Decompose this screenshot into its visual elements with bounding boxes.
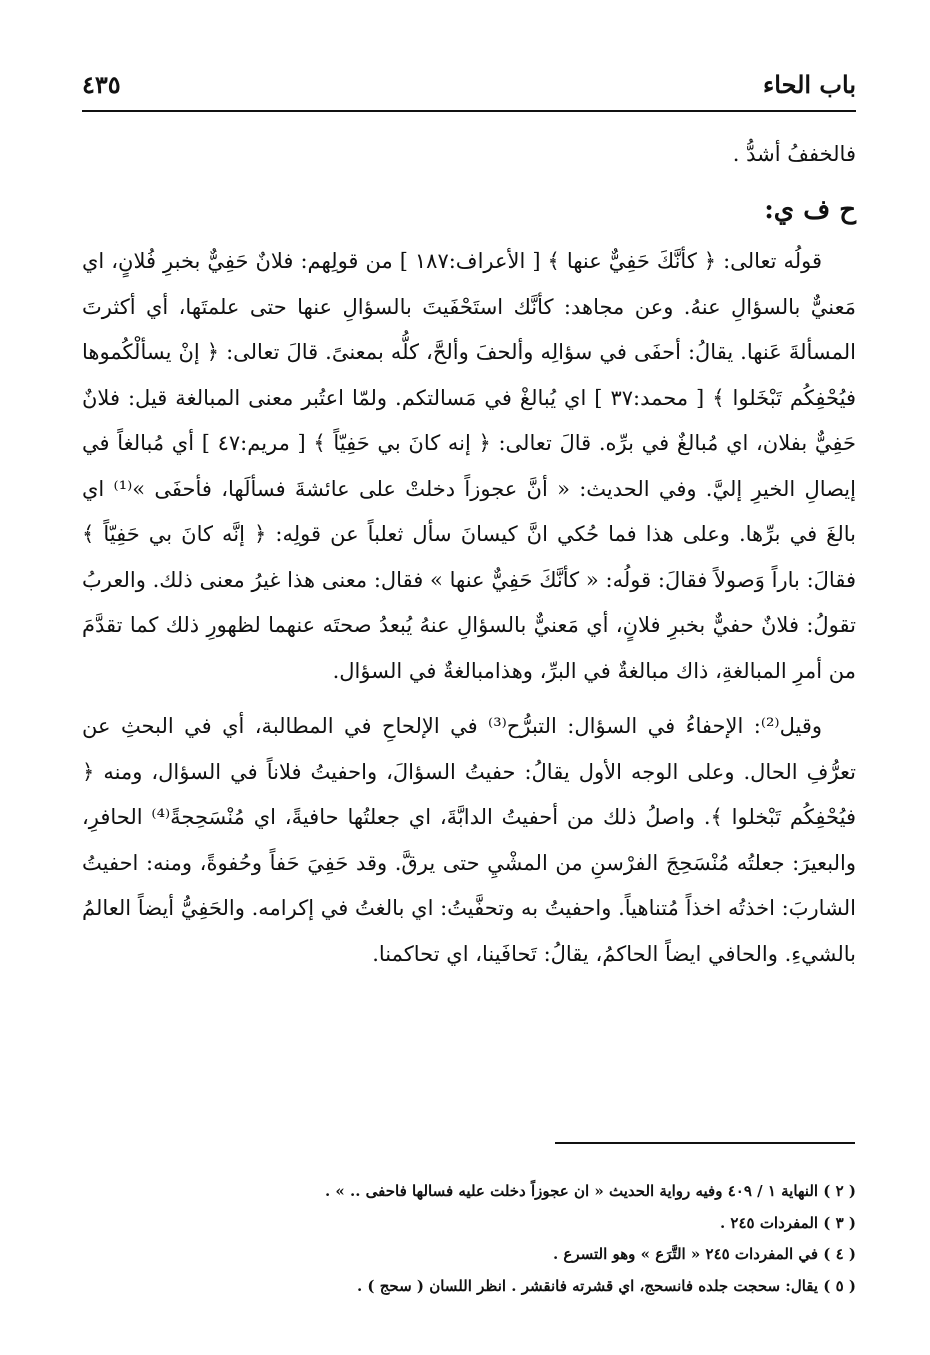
footnote-rule [555, 1142, 855, 1144]
header-rule [82, 110, 856, 112]
paragraph-1: قولُه تعالى: ﴿ كأنَّكَ حَفِيٌّ عنها ﴾ [ الأعراف:١٨٧ ] من قولِهم: فلانٌ حَفِيٌّ بخبرِ فُلانٍ، اي مَعنيٌّ بالسؤالِ عنهُ. وعن مجاهد: كأنَّك استَحْفَيتَ بالسؤالِ عنها حتى علمتَها، أي أكثرتَ المسألةَ عَنها. يقالُ: أحفَى في سؤالِه وألحفَ وألحَّ، كلُّه بمعنىً. قالَ تعالى: ﴿ إنْ يسألْكُموها فيُحْفِكُم تَبْخَلوا ﴾ [ محمد:٣٧ ] اي يُبالغْ في مَسالتكم. ولمّا اعتُبر معنى المبالغة قيل: فلانٌ حَفِيٌّ بفلان، اي مُبالغٌ في برِّه. قالَ تعالى: ﴿ إنه كانَ بي حَفِيّاً ﴾ [ مريم:٤٧ ] أي مُبالغاً في إيصالِ الخيرِ إليَّ. وفي الحديث: « أنَّ عجوزاً دخلتْ على عائشةَ فسألَها، فأحفَى »⁽¹⁾ اي بالغَ في برِّها. وعلى هذا فما حُكي انَّ كيسانَ سأل ثعلباً عن قولِه: ﴿ إنَّه كانَ بي حَفِيّاً ﴾ فقالَ: باراً وَصولاً فقالَ: قولُه: « كأنَّكَ حَفِيٌّ عنها » فقال: معنى هذا غيرُ معنى ذلك. والعربُ تقولُ: فلانٌ حفيٌّ بخبرِ فلانٍ، أي مَعنيٌّ بالسؤالِ عنهُ يُبعدُ صحتَه عنهما لظهورِ ذلك كما تقدَّمَ من أمرِ المبالغةِ، ذاك مبالغةٌ في البرِّ، وهذامبالغةٌ في السؤال. [82, 249, 856, 683]
running-header [82, 64, 856, 104]
footnote-3: ( ٣ ) المفردات ٢٤٥ . [719, 1213, 856, 1232]
footnote-2: ( ٢ ) النهاية ١ / ٤٠٩ وفيه رواية الحديث « ان عجوزاً دخلت عليه فسالها فاحفى .. » . [324, 1182, 856, 1200]
body-text [82, 132, 856, 977]
paragraph-2: وقيل⁽²⁾: الإحفاءُ في السؤال: التبرُّح⁽³⁾ في الإلحاحِ في المطالبة، أي في البحثِ عن تعرُّفِ الحال. وعلى الوجه الأول يقالُ: حفيتُ السؤالَ، واحفيتُ فلاناً في السؤال، ومنه ﴿ فيُحْفِكُم تَبْخلوا ﴾. واصلُ ذلك من أحفيتُ الدابَّةَ، اي جعلتُها حافيةً، اي مُنْسَحِجةً⁽⁴⁾ الحافرِ، والبعيرَ: جعلتُه مُنْسَحِجَ الفرْسنِ من المشْيِ حتى يرقَّ. وقد حَفِيَ حَفاً وحُفوةً، ومنه: احفيتُ الشاربَ: اخذتُه اخذاً مُتناهياً. واحفيتُ به وتحفَّيتُ: اي بالغتُ في إكرامه. والحَفِيُّ أيضاً العالمُ بالشيءِ. والحافي ايضاً الحاكمُ، يقالُ: تَحافَينا، اي تحاكمنا. [82, 714, 857, 966]
page-number: ٤٣٥ [82, 69, 121, 99]
root-heading: ح ف ي: [764, 194, 856, 225]
footnotes [82, 1176, 856, 1302]
footnote-5: ( ٥ ) يقال: سحجت جلده فانسحج، اي قشرته فانقشر . انظر اللسان ( سحج ) . [356, 1276, 856, 1295]
chapter-title: باب الحاء [762, 69, 856, 99]
footnote-4: ( ٤ ) في المفردات ٢٤٥ « التَّرَع » وهو التسرع . [552, 1245, 856, 1263]
lead-line: فالخففُ أشدُّ . [732, 142, 856, 166]
